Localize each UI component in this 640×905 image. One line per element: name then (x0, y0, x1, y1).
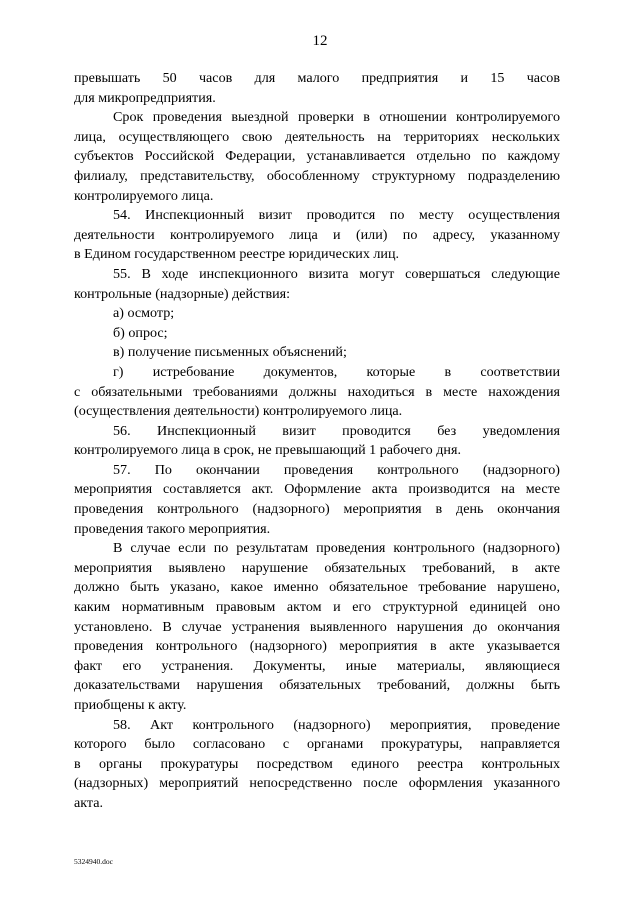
paragraph (74, 324, 560, 344)
paragraph-line: мероприятия выявлено нарушение обязательных требований, в акте (74, 559, 560, 576)
paragraph-line: акта. (74, 794, 104, 811)
paragraph-line: деятельности контролируемого лица и (или) по адресу, указанному (74, 226, 560, 243)
paragraph (74, 206, 560, 265)
paragraph-line: контролируемого лица. (74, 187, 214, 204)
paragraph-line: (осуществления деятельности) контролируемого лица. (74, 403, 403, 420)
paragraph-line: г) истребование документов, которые в соответствии (113, 363, 560, 380)
paragraph-line: В случае если по результатам проведения контрольного (надзорного) (113, 540, 560, 557)
paragraph (74, 716, 560, 814)
paragraph-line: 54. Инспекционный визит проводится по месту осуществления (113, 207, 560, 224)
paragraph-line: в Едином государственном реестре юридических лиц. (74, 246, 400, 263)
paragraph-line: доказательствами нарушения обязательных требований, должны быть (74, 677, 560, 694)
paragraph-line: а) осмотр; (113, 305, 175, 322)
paragraph-line: 55. В ходе инспекционного визита могут совершаться следующие (113, 265, 560, 282)
paragraph-line: для микропредприятия. (74, 89, 216, 106)
paragraph-line: в органы прокуратуры посредством единого реестра контрольных (74, 755, 560, 772)
document-body (74, 69, 560, 814)
paragraph (74, 461, 560, 539)
paragraph-line: которого было согласовано с органами прокуратуры, направляется (74, 736, 560, 753)
paragraph (74, 108, 560, 206)
paragraph-line: филиалу, представительству, обособленному структурному подразделению (74, 167, 560, 184)
paragraph-line: 58. Акт контрольного (надзорного) мероприятия, проведение (113, 716, 560, 733)
paragraph-line: проведения такого мероприятия. (74, 520, 271, 537)
paragraph-line: 57. По окончании проведения контрольного (надзорного) (113, 461, 560, 478)
paragraph-line: проведения контрольного (надзорного) мероприятия в день окончания (74, 501, 560, 518)
paragraph-line: установлено. В случае устранения выявленного нарушения до окончания (74, 618, 560, 635)
document-filename: 5324940.doc (74, 857, 113, 866)
paragraph-line: должно быть указано, какое именно обязательное требование нарушено, (74, 579, 560, 596)
paragraph-line: мероприятия составляется акт. Оформление акта производится на месте (74, 481, 560, 498)
paragraph-line: приобщены к акту. (74, 697, 187, 713)
paragraph-line: лица, осуществляющего свою деятельность на территориях нескольких (74, 128, 560, 145)
paragraph (74, 265, 560, 304)
paragraph-line: в) получение письменных объяснений; (113, 344, 347, 361)
page-number: 12 (312, 33, 328, 49)
paragraph-line: превышать 50 часов для малого предприятия и 15 часов (74, 70, 560, 86)
paragraph-line: субъектов Российской Федерации, устанавливается отдельно по каждому (74, 148, 560, 165)
paragraph-line: факт его устранения. Документы, иные материалы, являющиеся (74, 657, 560, 674)
paragraph (74, 69, 560, 108)
paragraph-line: каким нормативным правовым актом и его структурной единицей оно (74, 599, 560, 616)
paragraph-line: (надзорных) мероприятий непосредственно после оформления указанного (74, 775, 560, 792)
paragraph-line: проведения контрольного (надзорного) мероприятия в акте указывается (74, 638, 560, 655)
paragraph-line: контролируемого лица в срок, не превышающий 1 рабочего дня. (74, 442, 461, 459)
paragraph-line: б) опрос; (113, 324, 168, 341)
paragraph (74, 363, 560, 422)
paragraph-line: 56. Инспекционный визит проводится без уведомления (113, 422, 560, 439)
paragraph-line: с обязательными требованиями должны находиться в месте нахождения (74, 383, 560, 400)
paragraph (74, 539, 560, 715)
paragraph-line: контрольные (надзорные) действия: (74, 285, 291, 302)
paragraph-line: Срок проведения выездной проверки в отношении контролируемого (113, 109, 560, 126)
paragraph (74, 304, 560, 324)
paragraph (74, 343, 560, 363)
paragraph (74, 422, 560, 461)
